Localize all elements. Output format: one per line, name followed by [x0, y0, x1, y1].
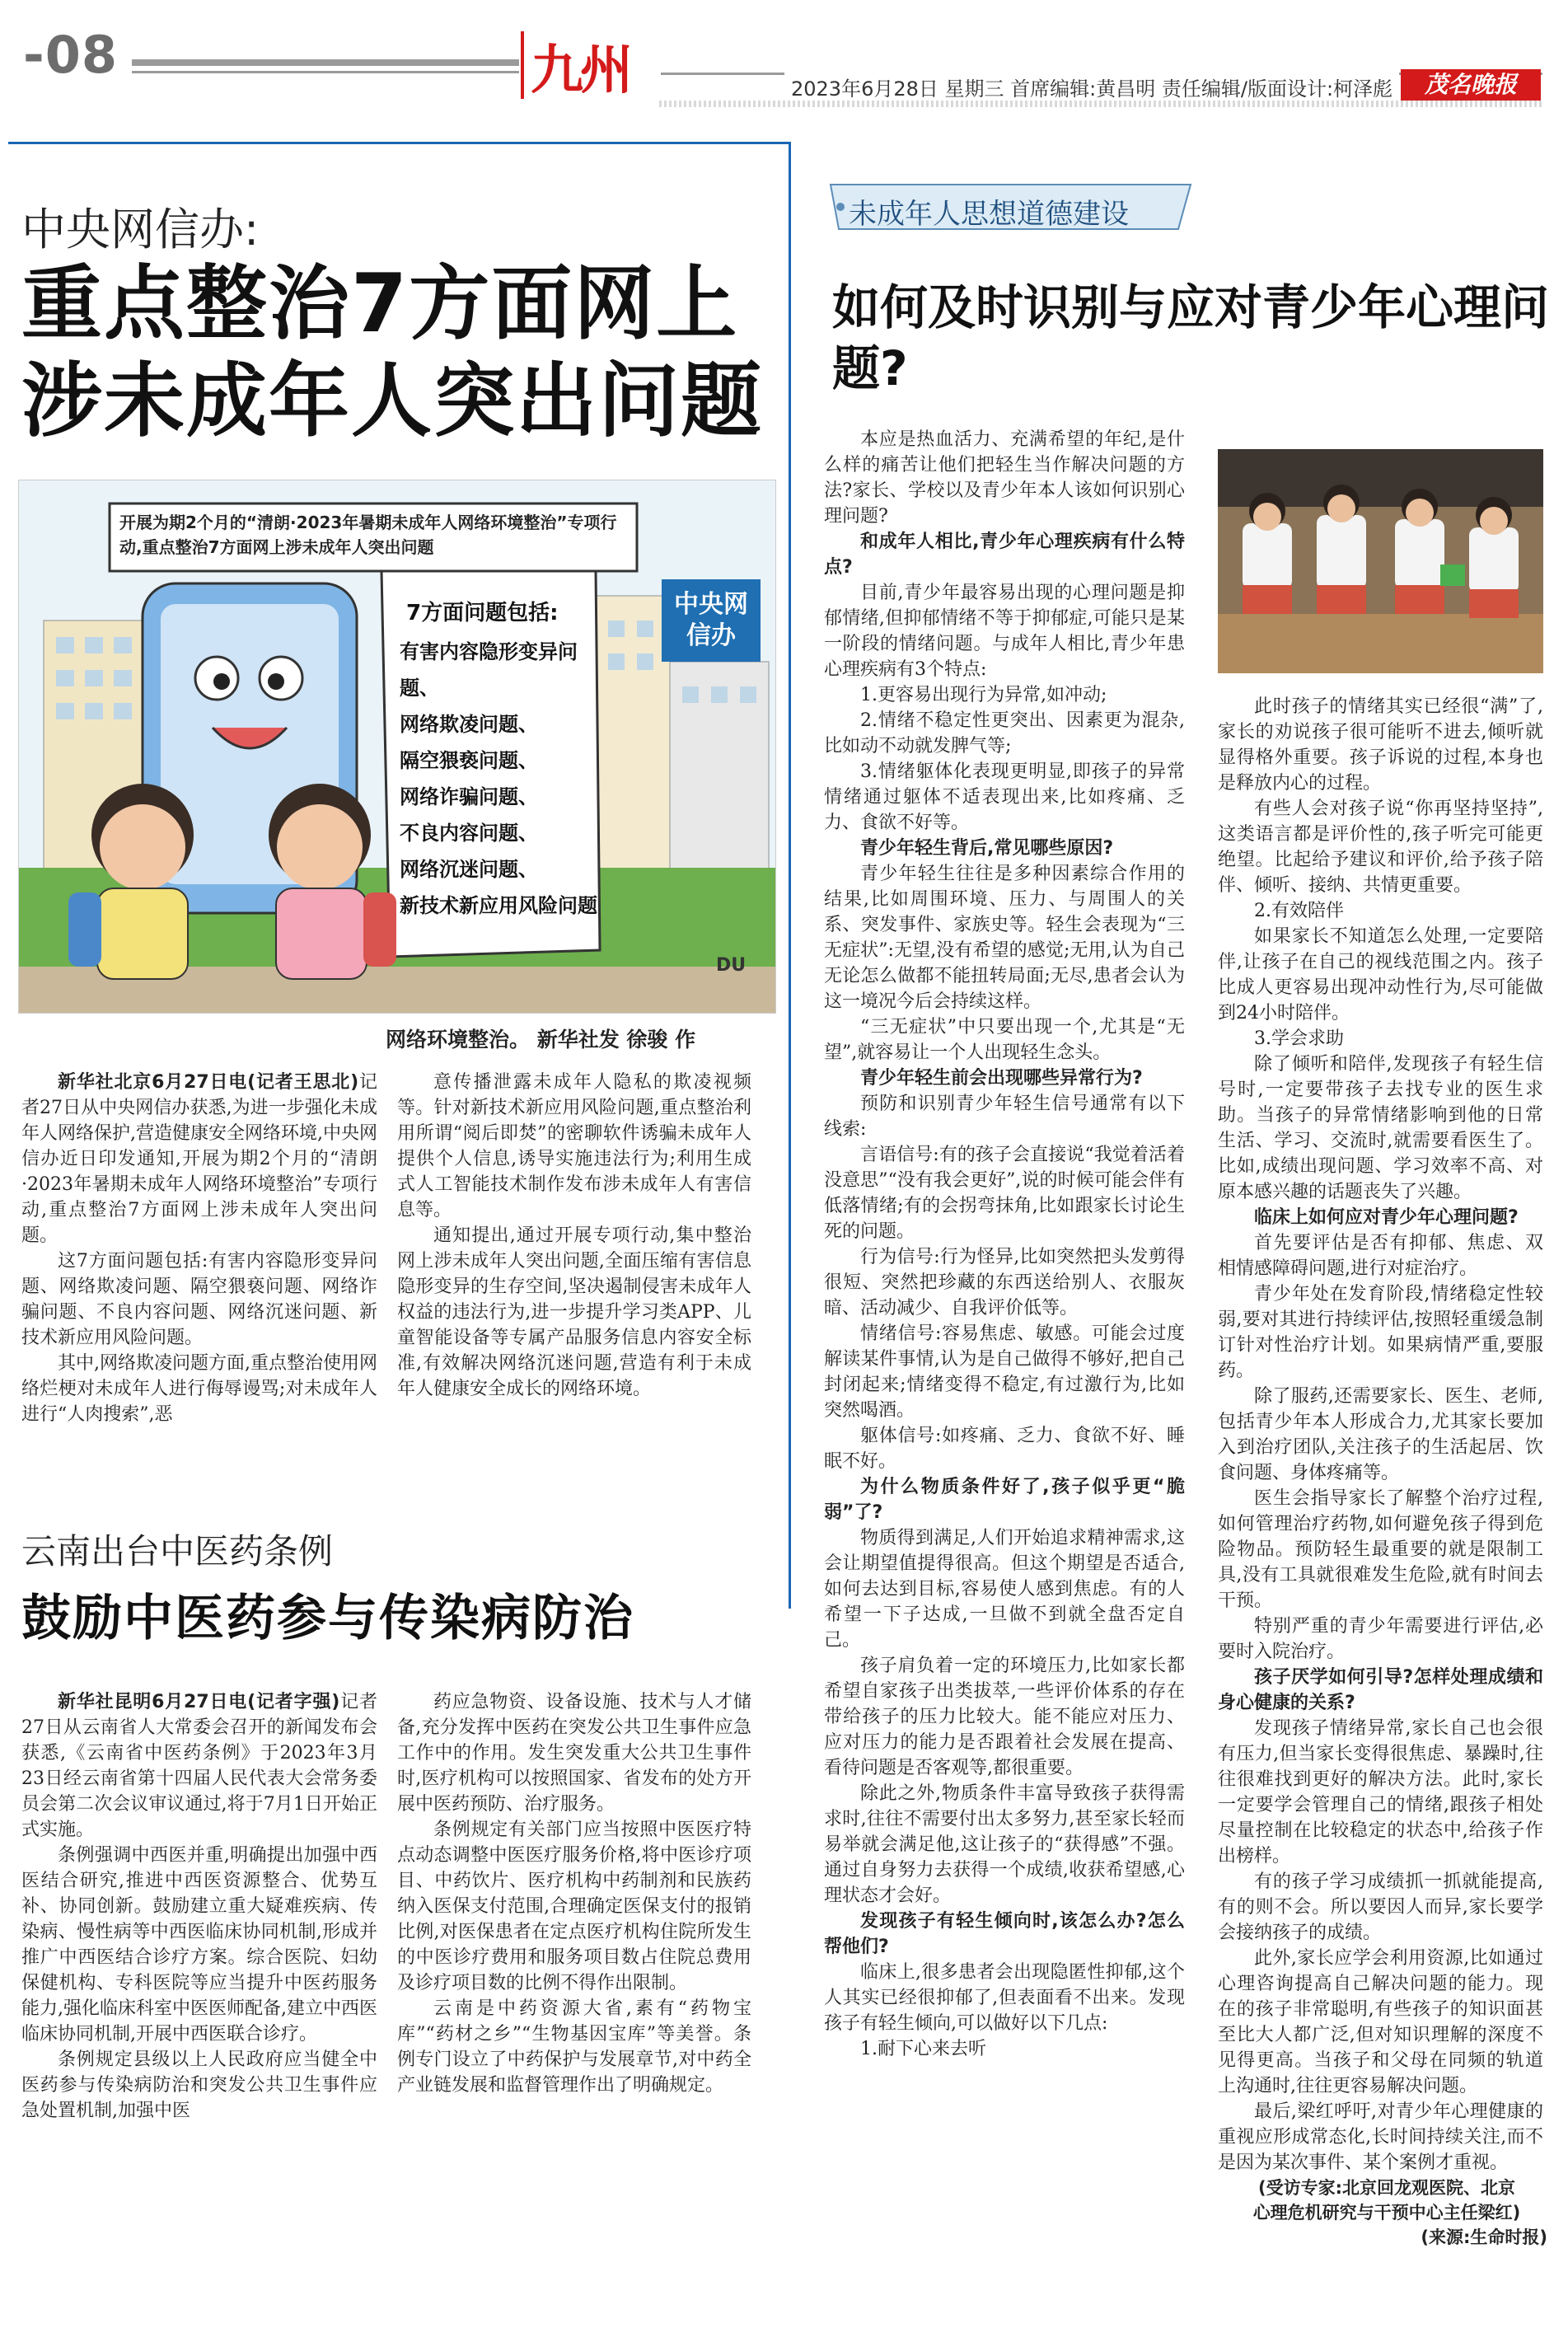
cartoon-list-item: 新技术新应用风险问题	[400, 894, 597, 917]
paragraph: 医生会指导家长了解整个治疗过程,如何管理治疗药物,如何避免孩子得到危险物品。预防轻生最重要的就是限制工具,没有工具就很难发生危险,就有时间去干预。	[1218, 1488, 1543, 1611]
article1-kicker: 中央网信办:	[21, 204, 260, 255]
paragraph: 云南是中药资源大省,素有“药物宝库”“药材之乡”“生物基因宝库”等美誉。条例专门设立了中药保护与发展章节,对中药全产业链发展和监督管理作出了明确规定。	[397, 1998, 751, 2096]
column-tag-text: 未成年人思想道德建设	[849, 198, 1129, 231]
page-number: -08	[23, 25, 119, 85]
paragraph: 首先要评估是否有抑郁、焦虑、双相情感障碍问题,进行对症治疗。	[1218, 1233, 1543, 1279]
paragraph: 这7方面问题包括:有害内容隐形变异问题、网络欺凌问题、隔空猥亵问题、网络诈骗问题、不良内容问题、网络沉迷问题、新技术新应用风险问题。	[21, 1251, 377, 1348]
paragraph: 有些人会对孩子说“你再坚持坚持”,这类语言都是评价性的,孩子听完可能更绝望。比起给予建议和评价,给予孩子陪伴、倾听、接纳、共情更重要。	[1218, 799, 1543, 896]
header-decoration	[659, 101, 1542, 107]
article1-column-2	[397, 1070, 751, 1402]
article2-column-1	[21, 1689, 377, 2124]
cartoon-agency-label: 中央网信办	[674, 590, 748, 650]
article1-column-1	[21, 1070, 377, 1427]
paragraph: 1.更容易出现行为异常,如冲动;	[860, 685, 1107, 705]
paragraph: 意传播泄露未成年人隐私的欺凌视频等。针对新技术新应用风险问题,重点整治利用所谓“阅后即焚”的密聊软件诱骗未成年人提供个人信息,诱导实施违法行为;利用生成式人工智能技术制作发布涉未成年人有害信息等。	[397, 1072, 751, 1220]
cartoon-signature: DU	[716, 955, 747, 976]
header-rule-thin	[132, 71, 519, 73]
article3-column-1	[824, 427, 1185, 2062]
paragraph: 发现孩子情绪异常,家长自己也会很有压力,但当家长变得很焦虑、暴躁时,往往很难找到更好的解决方法。此时,家长一定要学会管理自己的情绪,跟孩子相处尽量控制在比较稳定的状态中,给孩子作出榜样。	[1218, 1718, 1543, 1867]
paragraph: 3.学会求助	[1254, 1028, 1344, 1049]
article3-headline: 如何及时识别与应对青少年心理问题?	[832, 279, 1550, 396]
paragraph: 孩子肩负着一定的环境压力,比如家长都希望自家孩子出类拔萃,一些评价体系的存在带给孩子的压力比较大。能不能应对压力、应对压力的能力是否跟着社会发展在提高、看待问题是否客观等,都很重要。	[824, 1656, 1185, 1778]
paragraph: 除此之外,物质条件丰富导致孩子获得需求时,往往不需要付出太多努力,甚至家长轻而易举就会满足他,这让孩子的“获得感”不强。通过自身努力去获得一个成绩,收获希望感,心理状态才会好。	[824, 1783, 1185, 1906]
subheading: 为什么物质条件好了,孩子似乎更“脆弱”了?	[824, 1477, 1185, 1523]
subheading: 青少年轻生前会出现哪些异常行为?	[860, 1068, 1143, 1089]
cartoon-caption: 网络环境整治。 新华社发 徐骏 作	[386, 1028, 696, 1052]
paragraph: 青少年处在发育阶段,情绪稳定性较弱,要对其进行持续评估,按照轻重缓急制订针对性治疗计划。如果病情严重,要服药。	[1218, 1284, 1543, 1381]
paragraph: 3.情绪躯体化表现更明显,即孩子的异常情绪通过躯体不适表现出来,比如疼痛、乏力、食欲不好等。	[824, 761, 1185, 833]
paragraph: 条例规定有关部门应当按照中医医疗特点动态调整中医医疗服务价格,将中医诊疗项目、中药饮片、医疗机构中药制剂和民族药纳入医保支付范围,合理确定医保支付的报销比例,对医保患者在定点医疗机构住院所发生的中医诊疗费用和服务项目数占住院总费用及诊疗项目数的比例不得作出限制。	[397, 1820, 751, 1993]
paragraph: 条例强调中西医并重,明确提出加强中西医结合研究,推进中西医资源整合、优势互补、协同创新。鼓励建立重大疑难疾病、传染病、慢性病等中西医临床协同机制,形成并推广中西医结合诊疗方案。综合医院、妇幼保健机构、专科医院等应当提升中医药服务能力,强化临床科室中医医师配备,建立中西医临床协同机制,开展中西医联合诊疗。	[21, 1845, 377, 2045]
section-logo	[521, 31, 644, 99]
paragraph: 物质得到满足,人们开始追求精神需求,这会让期望值提得很高。但这个期望是否适合,如何去达到目标,容易使人感到焦虑。有的人希望一下子达成,一旦做不到就全盘否定自己。	[824, 1528, 1185, 1651]
paragraph: 预防和识别青少年轻生信号通常有以下线索:	[824, 1094, 1185, 1140]
cartoon-list-item: 网络沉迷问题、	[400, 858, 538, 881]
paragraph-text: 记者27日从中央网信办获悉,为进一步强化未成年人网络保护,营造健康安全网络环境,中央网信办近日印发通知,开展为期2个月的“清朗·2023年暑期未成年人网络环境整治”专项行动,重点整治7方面网上涉未成年人突出问题。	[21, 1072, 377, 1246]
paragraph: 2.有效陪伴	[1254, 901, 1344, 921]
paper-logo: 茂名晚报	[1401, 69, 1541, 101]
cartoon-list-title: 7方面问题包括:	[406, 601, 559, 625]
article1-headline: 重点整治7方面网上涉未成年人突出问题	[21, 257, 764, 448]
article3-photo	[1218, 449, 1543, 673]
paragraph: 临床上,很多患者会出现隐匿性抑郁,这个人其实已经很抑郁了,但表面看不出来。发现孩子有轻生倾向,可以做好以下几点:	[824, 1962, 1185, 2034]
paragraph: 言语信号:有的孩子会直接说“我觉着活着没意思”“没有我会更好”,说的时候可能会伴有低落情绪;有的会拐弯抹角,比如跟家长讨论生死的问题。	[824, 1145, 1185, 1242]
section-name: 九州	[531, 40, 630, 101]
paragraph: 本应是热血活力、充满希望的年纪,是什么样的痛苦让他们把轻生当作解决问题的方法?家长、学校以及青少年本人该如何识别心理问题?	[824, 429, 1185, 527]
article3-credit	[1226, 2176, 1547, 2250]
paragraph: 除了倾听和陪伴,发现孩子有轻生信号时,一定要带孩子去找专业的医生求助。当孩子的异常情绪影响到他的日常生活、学习、交流时,就需要看医生了。比如,成绩出现问题、学习效率不高、对原本感兴趣的话题丧失了兴趣。	[1218, 1054, 1543, 1202]
subheading: 青少年轻生背后,常见哪些原因?	[860, 838, 1114, 859]
paragraph	[21, 1689, 377, 1843]
cartoon-list-item: 网络欺凌问题、	[400, 713, 538, 736]
paragraph: 除了服药,还需要家长、医生、老师,包括青少年本人形成合力,尤其家长要加入到治疗团队,关注孩子的生活起居、饮食问题、身体疼痛等。	[1218, 1386, 1543, 1483]
cartoon-list-item: 有害内容隐形变异问题、	[400, 640, 578, 700]
cartoon-banner-text: 开展为期2个月的“清朗·2023年暑期未成年人网络环境整治”专项行动,重点整治7方面网上涉未成年人突出问题	[119, 513, 617, 557]
paragraph	[21, 1070, 377, 1248]
subheading: 和成年人相比,青少年心理疾病有什么特点?	[824, 532, 1185, 578]
paragraph: 有的孩子学习成绩抓一抓就能提高,有的则不会。所以要因人而异,家长要学会接纳孩子的成绩。	[1218, 1871, 1543, 1943]
subheading: 孩子厌学如何引导?怎样处理成绩和身心健康的关系?	[1218, 1667, 1543, 1713]
paragraph: 行为信号:行为怪异,比如突然把头发剪得很短、突然把珍藏的东西送给别人、衣服灰暗、活动减少、自我评价低等。	[824, 1247, 1185, 1319]
cartoon-list-item: 不良内容问题、	[400, 822, 538, 845]
paragraph: 特别严重的青少年需要进行评估,必要时入院治疗。	[1218, 1616, 1543, 1662]
paragraph: 其中,网络欺凌问题方面,重点整治使用网络烂梗对未成年人进行侮辱谩骂;对未成年人进行“人肉搜索”,恶	[21, 1353, 377, 1425]
students-photo	[1218, 449, 1543, 673]
subheading: 发现孩子有轻生倾向时,该怎么办?怎么帮他们?	[824, 1911, 1185, 1957]
article3-column-2	[1218, 694, 1543, 2176]
paragraph: 通知提出,通过开展专项行动,集中整治网上涉未成年人突出问题,全面压缩有害信息隐形变异的生存空间,坚决遏制侵害未成年人权益的违法行为,进一步提升学习类APP、儿童智能设备等专属产品服务信息内容安全标准,有效解决网络沉迷问题,营造有利于未成年人健康安全成长的网络环境。	[397, 1225, 751, 1399]
header-rule	[132, 59, 519, 66]
article1-cartoon	[18, 480, 776, 1014]
paragraph: 药应急物资、设备设施、技术与人才储备,充分发挥中医药在突发公共卫生事件应急工作中的作用。发生突发重大公共卫生事件时,医疗机构可以按照国家、省发布的处方开展中医药预防、治疗服务。	[397, 1692, 751, 1815]
news-dateline: 新华社北京6月27日电(记者王思北)	[58, 1072, 359, 1093]
article2-column-2	[397, 1689, 751, 2098]
page-masthead	[0, 0, 1568, 107]
paragraph-text: 记者27日从云南省人大常委会召开的新闻发布会获悉,《云南省中医药条例》于2023年3月23日经云南省第十四届人民代表大会常务委员会第二次会议审议通过,将于7月1日开始正式实施。	[21, 1692, 377, 1840]
paragraph: 目前,青少年最容易出现的心理问题是抑郁情绪,但抑郁情绪不等于抑郁症,可能只是某一阶段的情绪问题。与成年人相比,青少年患心理疾病有3个特点:	[824, 583, 1185, 680]
credit-line-1: (受访专家:北京回龙观医院、北京	[1258, 2178, 1515, 2198]
cartoon-list-item: 隔空猥亵问题、	[400, 749, 538, 772]
paragraph: 1.耐下心来去听	[860, 2039, 986, 2059]
cartoon-problem-list	[400, 634, 597, 924]
credit-line-2: 心理危机研究与干预中心主任梁红)	[1252, 2203, 1521, 2223]
credit-source: (来源:生命时报)	[1421, 2227, 1547, 2247]
paragraph: “三无症状”中只要出现一个,尤其是“无望”,就容易让一个人出现轻生念头。	[824, 1017, 1185, 1063]
cartoon-list-item: 网络诈骗问题、	[400, 785, 538, 808]
article2-headline: 鼓励中医药参与传染病防治	[21, 1590, 634, 1647]
paragraph: 情绪信号:容易焦虑、敏感。可能会过度解读某件事情,认为是自己做得不够好,把自己封闭起来;情绪变得不稳定,有过激行为,比如突然喝酒。	[824, 1323, 1185, 1421]
paragraph: 青少年轻生往往是多种因素综合作用的结果,比如周围环境、压力、与周围人的关系、突发事件、家族史等。轻生会表现为“三无症状”:无望,没有希望的感觉;无用,认为自己无论怎么做都不能扭转局面;无尽,患者会认为这一境况今后会持续这样。	[824, 864, 1185, 1012]
paragraph: 躯体信号:如疼痛、乏力、食欲不好、睡眠不好。	[824, 1426, 1185, 1472]
paragraph: 2.情绪不稳定性更突出、因素更为混杂,比如动不动就发脾气等;	[824, 710, 1185, 756]
paragraph: 此时孩子的情绪其实已经很“满”了,家长的劝说孩子很可能听不进去,倾听就显得格外重要。孩子诉说的过程,本身也是释放内心的过程。	[1218, 696, 1543, 794]
issue-dateline: 2023年6月28日 星期三 首席编辑:黄昌明 责任编辑/版面设计:柯泽彪	[784, 73, 1399, 101]
cartoon-illustration	[19, 480, 776, 1014]
paragraph: 条例规定县级以上人民政府应当健全中医药参与传染病防治和突发公共卫生事件应急处置机制,加强中医	[21, 2049, 377, 2121]
subheading: 临床上如何应对青少年心理问题?	[1254, 1207, 1519, 1228]
paragraph: 最后,梁红呼吁,对青少年心理健康的重视应形成常态化,长时间持续关注,而不是因为某次事件、某个案例才重视。	[1218, 2101, 1543, 2173]
paragraph: 此外,家长应学会利用资源,比如通过心理咨询提高自己解决问题的能力。现在的孩子非常聪明,有些孩子的知识面甚至比大人都广泛,但对知识理解的深度不见得更高。当孩子和父母在同频的轨道上沟通时,往往更容易解决问题。	[1218, 1948, 1543, 2096]
news-dateline: 新华社昆明6月27日电(记者字强)	[58, 1692, 340, 1712]
article2-kicker: 云南出台中医药条例	[21, 1531, 334, 1572]
paragraph: 如果家长不知道怎么处理,一定要陪伴,让孩子在自己的视线范围之内。孩子比成人更容易出现冲动性行为,尽可能做到24小时陪伴。	[1218, 926, 1543, 1023]
